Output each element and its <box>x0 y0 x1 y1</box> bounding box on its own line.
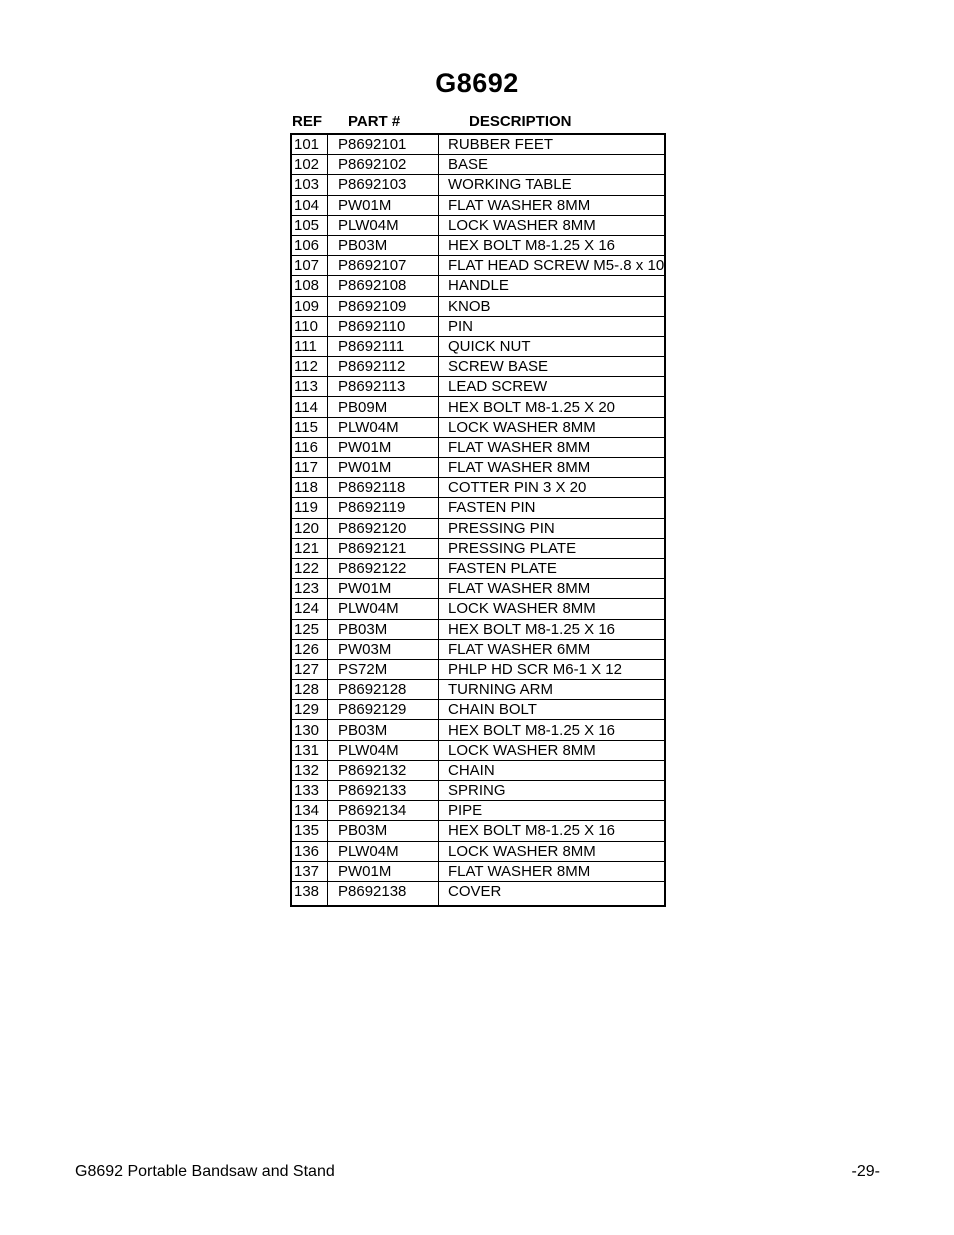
cell-description: LOCK WASHER 8MM <box>439 599 666 619</box>
cell-ref: 106 <box>291 235 328 255</box>
cell-part-number: PLW04M <box>328 841 439 861</box>
cell-ref: 118 <box>291 478 328 498</box>
footer-document-title: G8692 Portable Bandsaw and Stand <box>75 1163 335 1180</box>
cell-ref: 135 <box>291 821 328 841</box>
table-row <box>291 700 665 720</box>
cell-ref: 128 <box>291 680 328 700</box>
table-row <box>291 235 665 255</box>
table-row <box>291 801 665 821</box>
cell-ref: 103 <box>291 175 328 195</box>
cell-description: FLAT WASHER 8MM <box>439 458 666 478</box>
table-row <box>291 599 665 619</box>
cell-part-number: PS72M <box>328 659 439 679</box>
cell-ref: 102 <box>291 155 328 175</box>
cell-part-number: P8692129 <box>328 700 439 720</box>
cell-part-number: PLW04M <box>328 417 439 437</box>
cell-ref: 124 <box>291 599 328 619</box>
table-row <box>291 437 665 457</box>
cell-ref: 109 <box>291 296 328 316</box>
cell-description: FLAT WASHER 8MM <box>439 579 666 599</box>
page-title: G8692 <box>435 68 519 98</box>
cell-ref: 127 <box>291 659 328 679</box>
cell-part-number: P8692110 <box>328 316 439 336</box>
cell-description: FLAT WASHER 8MM <box>439 437 666 457</box>
table-row <box>291 740 665 760</box>
cell-ref: 116 <box>291 437 328 457</box>
table-row <box>291 296 665 316</box>
cell-ref: 120 <box>291 518 328 538</box>
cell-description: BASE <box>439 155 666 175</box>
table-row <box>291 579 665 599</box>
parts-table <box>290 133 666 907</box>
table-row <box>291 256 665 276</box>
cell-part-number: PLW04M <box>328 599 439 619</box>
cell-part-number: P8692109 <box>328 296 439 316</box>
cell-ref: 107 <box>291 256 328 276</box>
cell-part-number: P8692119 <box>328 498 439 518</box>
table-row <box>291 659 665 679</box>
cell-part-number: P8692111 <box>328 336 439 356</box>
cell-ref: 136 <box>291 841 328 861</box>
cell-ref: 115 <box>291 417 328 437</box>
cell-part-number: PB09M <box>328 397 439 417</box>
cell-description: HEX BOLT M8-1.25 X 20 <box>439 397 666 417</box>
cell-part-number: PB03M <box>328 821 439 841</box>
cell-part-number: P8692113 <box>328 377 439 397</box>
cell-ref: 131 <box>291 740 328 760</box>
cell-description: FLAT WASHER 8MM <box>439 861 666 881</box>
table-row <box>291 538 665 558</box>
cell-part-number: P8692103 <box>328 175 439 195</box>
cell-ref: 101 <box>291 134 328 155</box>
cell-description: FLAT WASHER 8MM <box>439 195 666 215</box>
cell-part-number: PLW04M <box>328 215 439 235</box>
cell-description: SCREW BASE <box>439 357 666 377</box>
table-row <box>291 377 665 397</box>
cell-description: PIN <box>439 316 666 336</box>
cell-part-number: PB03M <box>328 619 439 639</box>
cell-description: HEX BOLT M8-1.25 X 16 <box>439 235 666 255</box>
table-row <box>291 316 665 336</box>
table-row <box>291 175 665 195</box>
table-row <box>291 680 665 700</box>
cell-ref: 122 <box>291 558 328 578</box>
table-row <box>291 841 665 861</box>
cell-description: LOCK WASHER 8MM <box>439 215 666 235</box>
cell-part-number: PB03M <box>328 235 439 255</box>
cell-description: CHAIN BOLT <box>439 700 666 720</box>
table-row <box>291 861 665 881</box>
cell-ref: 121 <box>291 538 328 558</box>
cell-part-number: PW01M <box>328 437 439 457</box>
cell-description: PIPE <box>439 801 666 821</box>
cell-description: PRESSING PIN <box>439 518 666 538</box>
cell-description: FLAT WASHER 6MM <box>439 639 666 659</box>
cell-ref: 132 <box>291 760 328 780</box>
table-row <box>291 357 665 377</box>
table-row <box>291 498 665 518</box>
cell-ref: 129 <box>291 700 328 720</box>
table-row <box>291 760 665 780</box>
cell-part-number: P8692138 <box>328 881 439 906</box>
table-row <box>291 478 665 498</box>
table-row <box>291 639 665 659</box>
cell-part-number: P8692132 <box>328 760 439 780</box>
table-row <box>291 821 665 841</box>
cell-part-number: P8692118 <box>328 478 439 498</box>
cell-ref: 112 <box>291 357 328 377</box>
table-column-headers <box>290 113 666 131</box>
cell-ref: 137 <box>291 861 328 881</box>
table-row <box>291 417 665 437</box>
cell-part-number: P8692112 <box>328 357 439 377</box>
table-row <box>291 215 665 235</box>
cell-description: FASTEN PIN <box>439 498 666 518</box>
cell-description: PRESSING PLATE <box>439 538 666 558</box>
cell-description: PHLP HD SCR M6-1 X 12 <box>439 659 666 679</box>
cell-part-number: P8692122 <box>328 558 439 578</box>
cell-ref: 125 <box>291 619 328 639</box>
cell-ref: 123 <box>291 579 328 599</box>
cell-description: LOCK WASHER 8MM <box>439 740 666 760</box>
cell-ref: 111 <box>291 336 328 356</box>
cell-part-number: P8692120 <box>328 518 439 538</box>
cell-description: HEX BOLT M8-1.25 X 16 <box>439 619 666 639</box>
cell-part-number: P8692101 <box>328 134 439 155</box>
cell-ref: 114 <box>291 397 328 417</box>
table-row <box>291 195 665 215</box>
cell-part-number: PW01M <box>328 861 439 881</box>
cell-description: COVER <box>439 881 666 906</box>
cell-description: WORKING TABLE <box>439 175 666 195</box>
cell-part-number: P8692108 <box>328 276 439 296</box>
cell-description: LOCK WASHER 8MM <box>439 417 666 437</box>
cell-ref: 134 <box>291 801 328 821</box>
cell-description: HEX BOLT M8-1.25 X 16 <box>439 821 666 841</box>
cell-description: QUICK NUT <box>439 336 666 356</box>
table-row <box>291 458 665 478</box>
cell-ref: 117 <box>291 458 328 478</box>
cell-ref: 113 <box>291 377 328 397</box>
cell-part-number: P8692128 <box>328 680 439 700</box>
cell-part-number: PW03M <box>328 639 439 659</box>
table-row <box>291 720 665 740</box>
cell-part-number: P8692107 <box>328 256 439 276</box>
cell-ref: 119 <box>291 498 328 518</box>
table-row <box>291 619 665 639</box>
cell-description: HEX BOLT M8-1.25 X 16 <box>439 720 666 740</box>
cell-part-number: P8692133 <box>328 781 439 801</box>
footer-page-number: -29- <box>851 1163 880 1180</box>
column-header-description: DESCRIPTION <box>469 113 572 130</box>
cell-description: HANDLE <box>439 276 666 296</box>
table-row <box>291 336 665 356</box>
cell-part-number: P8692134 <box>328 801 439 821</box>
cell-description: CHAIN <box>439 760 666 780</box>
table-row <box>291 276 665 296</box>
table-row <box>291 518 665 538</box>
cell-description: KNOB <box>439 296 666 316</box>
parts-table-body <box>291 134 665 906</box>
table-row <box>291 781 665 801</box>
cell-ref: 130 <box>291 720 328 740</box>
cell-description: COTTER PIN 3 X 20 <box>439 478 666 498</box>
cell-ref: 138 <box>291 881 328 906</box>
cell-description: FASTEN PLATE <box>439 558 666 578</box>
cell-ref: 126 <box>291 639 328 659</box>
cell-ref: 104 <box>291 195 328 215</box>
cell-ref: 105 <box>291 215 328 235</box>
cell-description: TURNING ARM <box>439 680 666 700</box>
cell-part-number: PLW04M <box>328 740 439 760</box>
column-header-part: PART # <box>348 113 401 130</box>
table-row <box>291 155 665 175</box>
table-row <box>291 134 665 155</box>
table-row <box>291 881 665 906</box>
cell-description: FLAT HEAD SCREW M5-.8 x 10 <box>439 256 666 276</box>
cell-part-number: P8692102 <box>328 155 439 175</box>
cell-part-number: P8692121 <box>328 538 439 558</box>
cell-part-number: PB03M <box>328 720 439 740</box>
cell-part-number: PW01M <box>328 579 439 599</box>
cell-description: SPRING <box>439 781 666 801</box>
cell-ref: 108 <box>291 276 328 296</box>
cell-part-number: PW01M <box>328 195 439 215</box>
cell-ref: 110 <box>291 316 328 336</box>
table-row <box>291 397 665 417</box>
cell-description: LOCK WASHER 8MM <box>439 841 666 861</box>
table-row <box>291 558 665 578</box>
cell-description: LEAD SCREW <box>439 377 666 397</box>
column-header-ref: REF <box>292 113 322 130</box>
cell-ref: 133 <box>291 781 328 801</box>
cell-part-number: PW01M <box>328 458 439 478</box>
cell-description: RUBBER FEET <box>448 136 554 154</box>
